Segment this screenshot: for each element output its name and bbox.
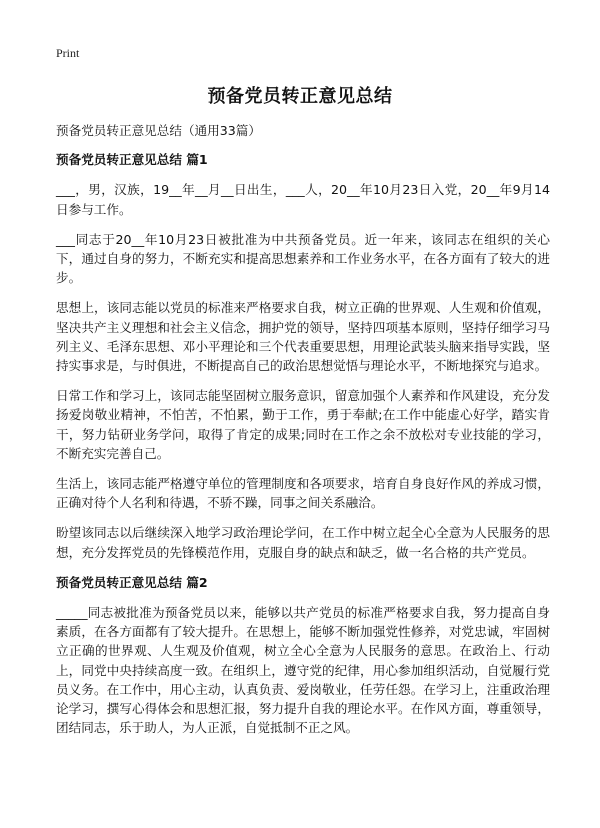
section-heading: 预备党员转正意见总结 篇2 bbox=[56, 574, 208, 590]
paragraph: ___同志于20__年10月23日被批准为中共预备党员。近一年来，该同志在组织的关心下，通过自身的努力，不断充实和提高思想素养和工作业务水平，在各方面有了较大的进步。 bbox=[56, 231, 550, 286]
paragraph: ___，男，汉族，19__年__月__日出生，___人，20__年10月23日入党，20__年9月14日参与工作。 bbox=[56, 182, 550, 217]
section-heading: 预备党员转正意见总结 篇1 bbox=[56, 152, 208, 168]
section-1 bbox=[56, 150, 550, 562]
document-subtitle: 预备党员转正意见总结（通用33篇） bbox=[56, 123, 261, 138]
paragraph: _____同志被批准为预备党员以来，能够以共产党员的标准严格要求自我，努力提高自身素质，在各方面都有了较大提升。在思想上，能够不断加强党性修养，对党忠诚，牢固树立正确的世界观、人生观及价值观，树立全心全意为人民服务的意思。在政治上、行动上，同党中央持续高度一致。在组织上，遵守党的纪律，用心参加组织活动，自觉履行党员义务。在工作中，用心主动，认真负责、爱岗敬业，任劳任怨。在学习上，注重政治理论学习，撰写心得体会和思想汇报，努力提升自我的理论水平。在作风方面，尊重领导，团结同志，乐于助人，为人正派，自觉抵制不正之风。 bbox=[56, 605, 550, 736]
paragraph: 思想上，该同志能以党员的标准来严格要求自我，树立正确的世界观、人生观和价值观，坚决共产主义理想和社会主义信念，拥护党的领导，坚持四项基本原则，坚持仔细学习马列主义、毛泽东思想、邓小平理论和三个代表重要思想，用理论武装头脑来指导实践，坚持实事求是，与时俱进，不断提高自己的政治思想觉悟与理论水平，不断地探究与追求。 bbox=[56, 300, 550, 374]
document-title: 预备党员转正意见总结 bbox=[207, 86, 393, 107]
paragraph: 盼望该同志以后继续深入地学习政治理论学问，在工作中树立起全心全意为人民服务的思想，充分发挥党员的先锋模范作用，克服自身的缺点和缺乏，做一名合格的共产党员。 bbox=[56, 525, 550, 560]
print-label: Print bbox=[56, 46, 80, 60]
section-2 bbox=[56, 573, 550, 738]
paragraph: 日常工作和学习上，该同志能坚固树立服务意识，留意加强个人素养和作风建设，充分发扬爱岗敬业精神，不怕苦，不怕累，勤于工作，勇于奉献;在工作中能虚心好学，踏实肯干，努力钻研业务学问，取得了肯定的成果;同时在工作之余不放松对专业技能的学习，不断充实完善自己。 bbox=[56, 388, 550, 461]
document-body bbox=[56, 121, 550, 748]
paragraph: 生活上，该同志能严格遵守单位的管理制度和各项要求，培育自身良好作风的养成习惯，正确对待个人名利和待遇，不骄不躁，同事之间关系融洽。 bbox=[56, 476, 550, 511]
